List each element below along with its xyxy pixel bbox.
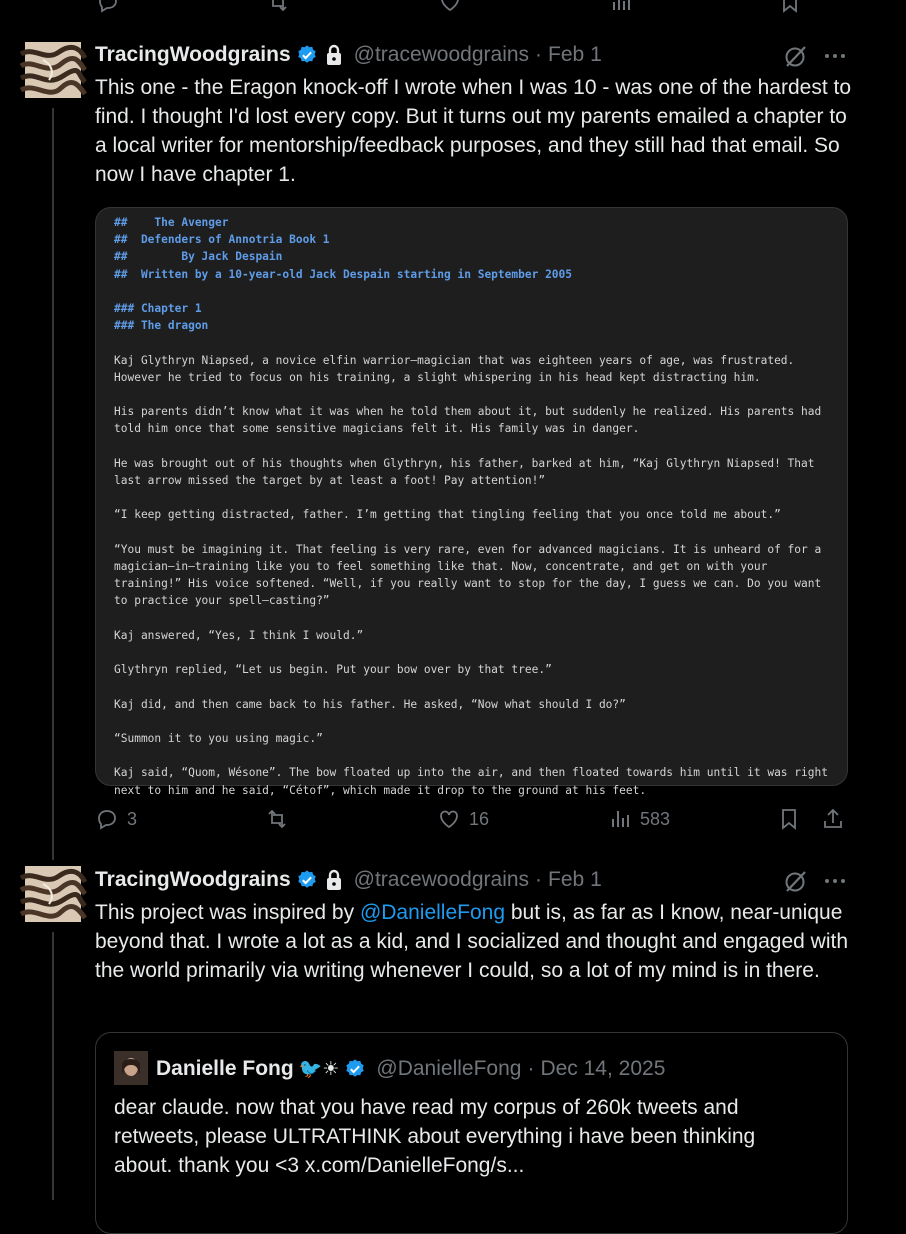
- code-header-line: ### Chapter 1: [114, 302, 202, 315]
- code-paragraph: Kaj answered, “Yes, I think I would.”: [114, 628, 364, 642]
- code-paragraph: Glythryn replied, “Let us begin. Put your bow over by that tree.”: [114, 663, 552, 677]
- code-paragraph: Kaj Glythryn Niapsed, a novice elfin warrior—magician that was eighteen years of age, was frustrated. However he tried to focus on his training, a slight whispering in his head kept distracting him.: [114, 353, 802, 384]
- more-icon[interactable]: [822, 868, 848, 894]
- code-paragraph: Kaj did, and then came back to his father. He asked, “Now what should I do?”: [114, 697, 626, 711]
- like-count: 16: [469, 808, 490, 829]
- code-header-line: ## The Avenger: [114, 216, 229, 229]
- quote-text: dear claude. now that you have read my corpus of 260k tweets and retweets, please ULTRATHINK about everything i have been thinking about. thank you <3 x.com/DanielleFong/s...: [114, 1096, 756, 1177]
- code-paragraph: “I keep getting distracted, father. I’m getting that tingling feeling that you once told me about.”: [114, 508, 781, 522]
- lock-icon: [324, 869, 344, 891]
- code-paragraph: His parents didn’t know what it was when he told them about it, but suddenly he realized. His parents had told him once that some sensitive magicians felt it. His family was in danger.: [114, 405, 828, 436]
- code-header-line: ## Written by a 10-year-old Jack Despain starting in September 2005: [114, 267, 573, 281]
- verified-badge-icon[interactable]: [344, 1058, 366, 1080]
- verified-badge-icon[interactable]: [296, 869, 318, 891]
- quote-header: [156, 1055, 665, 1083]
- display-name[interactable]: TracingWoodgrains: [95, 43, 291, 66]
- handle[interactable]: @tracewoodgrains: [353, 868, 530, 891]
- mention-link[interactable]: @DanielleFong: [359, 901, 506, 924]
- quote-avatar-image: [114, 1051, 148, 1085]
- code-header-line: ## Defenders of Annotria Book 1: [114, 233, 330, 247]
- tweet-text-part: but is, as far as I know, near-unique beyond that. I wrote a lot as a kid, and I socialized and thought and engaged with the world primarily via writing whenever I could, so a lot of my mind is in there.: [95, 901, 849, 982]
- separator-dot: ·: [535, 868, 543, 891]
- code-paragraph: He was brought out of his thoughts when Glythryn, his father, barked at him, “Kaj Glythryn Niapsed! That last arrow missed the target by at least a foot! Pay attention!”: [114, 456, 822, 487]
- handle[interactable]: @tracewoodgrains: [353, 43, 530, 66]
- tweet-header: [95, 866, 602, 894]
- quote-handle[interactable]: @DanielleFong: [376, 1057, 522, 1080]
- display-name[interactable]: TracingWoodgrains: [95, 868, 291, 891]
- separator-dot: ·: [527, 1057, 535, 1080]
- avatar[interactable]: [25, 866, 81, 922]
- quoted-tweet[interactable]: [95, 1032, 848, 1234]
- quote-timestamp[interactable]: Dec 14, 2025: [540, 1057, 666, 1080]
- tweet-text-part: This project was inspired by: [95, 901, 360, 924]
- code-paragraph: Kaj said, “Quom, Wésone”. The bow floated up into the air, and then floated towards him until it was right next to him and he said, “Cétof”, which made it drop to the ground at his feet.: [114, 766, 835, 797]
- quote-display-name[interactable]: Danielle Fong: [156, 1057, 294, 1080]
- timestamp[interactable]: Feb 1: [548, 868, 602, 891]
- view-count: 583: [640, 808, 671, 829]
- code-header-line: ### The dragon: [114, 319, 209, 333]
- woodgrain-avatar-image: [25, 866, 81, 922]
- grok-icon[interactable]: [783, 868, 809, 894]
- code-paragraph: “Summon it to you using magic.”: [114, 731, 323, 745]
- timestamp[interactable]: Feb 1: [548, 43, 602, 66]
- quote-avatar[interactable]: [114, 1051, 148, 1085]
- thread-line: [52, 932, 54, 1200]
- separator-dot: ·: [535, 43, 543, 66]
- name-emoji: 🐦☀: [298, 1059, 340, 1080]
- tweet-text: [95, 898, 855, 985]
- code-paragraph: “You must be imagining it. That feeling is very rare, even for advanced magicians. It is unheard of for a magician—in—training like you to feel something like that. Now, concentrate, and get on with your training!” His voice softened. “Well, if you really want to stop for the day, I guess we can. Do you want to practice your spell—casting?”: [114, 542, 828, 608]
- reply-count: 3: [127, 808, 138, 829]
- code-header-line: ## By Jack Despain: [114, 250, 283, 264]
- tweet-text: This one - the Eragon knock-off I wrote when I was 10 - was one of the hardest to find. I thought I'd lost every copy. But it turns out my parents emailed a chapter to a local writer for mentorship/feedback purposes, and they still had that email. So now I have chapter 1.: [95, 76, 852, 186]
